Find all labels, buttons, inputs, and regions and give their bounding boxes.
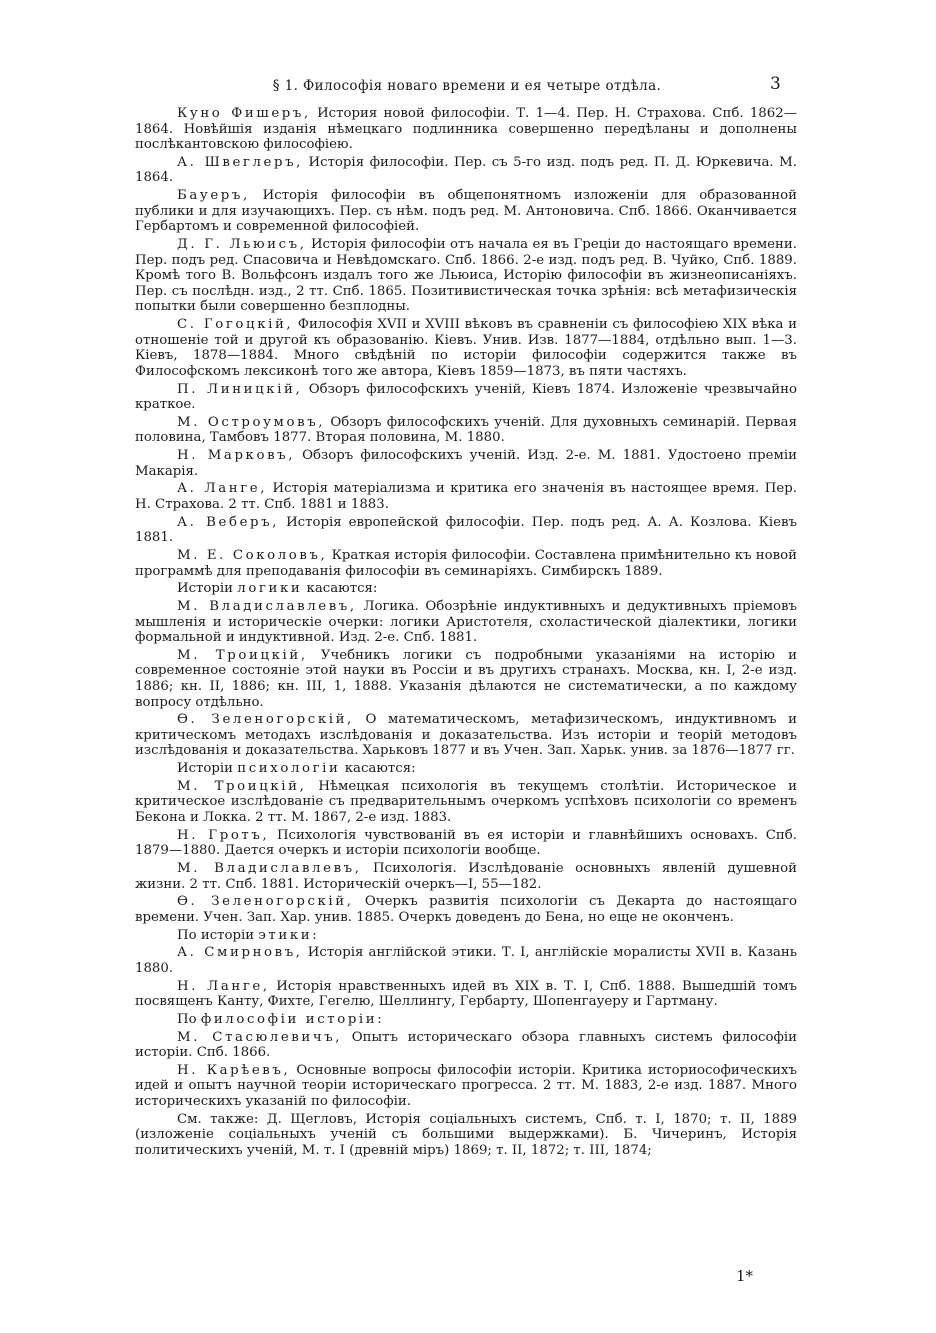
author-name: А. Ланге, xyxy=(177,481,268,497)
entry-text: Краткая исторія философіи. Составлена примѣнительно къ новой программѣ для преподаванія философіи въ семинаріяхъ. Симбирскъ 1889. xyxy=(135,547,798,579)
author-name: Ѳ. Зеленогорскій, xyxy=(177,894,354,910)
author-name: М. Е. Соколовъ, xyxy=(177,547,328,563)
entry-text: Исторія англійской этики. Т. I, англійскіе моралисты XVII в. Казань 1880. xyxy=(135,945,797,976)
section-heading xyxy=(135,928,797,944)
entry-text: Исторія европейской философіи. Пер. подъ ред. А. А. Козлова. Кіевъ 1881. xyxy=(135,514,797,546)
author-name: А. Швеглеръ, xyxy=(177,154,304,170)
section-heading xyxy=(135,761,797,777)
author-name: М. Троицкій, xyxy=(177,778,307,794)
entry-text: касаются: xyxy=(302,581,378,597)
bibliography-entry xyxy=(135,188,797,235)
author-name: Куно Фишеръ, xyxy=(177,106,311,121)
section-topic: философіи исторіи xyxy=(200,1011,378,1027)
author-name: Н. Гротъ, xyxy=(177,827,270,843)
bibliography-entry xyxy=(135,861,797,892)
bibliography-entry xyxy=(135,779,797,826)
entry-text: : xyxy=(377,1011,382,1027)
bibliography-entry xyxy=(135,1112,797,1159)
section-heading xyxy=(135,581,797,597)
entry-text: Учебникъ логики съ подробными указаніями на исторію и современное состояніе этой науки въ Россіи и въ другихъ странахъ. Москва, кн. I, 2-е изд. 1886; кн. II, 1886; кн. III, 1, 1888. Указанія дѣлаются не систематически, а по каждому вопросу отдѣльно. xyxy=(135,647,797,710)
author-name: М. Троицкій, xyxy=(177,647,308,663)
author-name: А. Веберъ, xyxy=(177,514,280,530)
entry-text: О математическомъ, метафизическомъ, индуктивномъ и критическомъ методахъ изслѣдованія и доказательства. Изъ исторіи и теорій методовъ изслѣдованія и доказательства. Харьковъ 1877 и въ Учен. Зап. Харьк. унив. за 1876—1877 гг. xyxy=(135,712,797,759)
entry-text: Философія XVII и XVIII вѣковъ въ сравненіи съ философіею XIX вѣка и отношеніе той и другой къ образованію. Кіевъ. Унив. Изв. 1877—1884, отдѣльно вып. 1—3. Кіевъ, 1878—1884. Много свѣдѣній по исторіи философіи содержится также въ Философскомъ лексиконѣ того же автора, Кіевъ 1859—1873, въ пяти частяхъ. xyxy=(135,317,798,379)
bibliography-entry xyxy=(135,648,797,710)
author-name: А. Смирновъ, xyxy=(177,945,303,961)
bibliography-entry xyxy=(135,237,797,315)
bibliography-entry xyxy=(135,712,797,759)
bibliography-entry xyxy=(135,448,797,479)
section-heading xyxy=(135,1012,797,1028)
bibliography-entry xyxy=(135,979,797,1010)
entry-text: Психологія чувствованій въ ея исторіи и главнѣйшихъ основахъ. Спб. 1879—1880. Дается очеркъ и исторіи психологіи вообще. xyxy=(135,827,797,859)
entry-prefix: По исторіи xyxy=(177,927,259,943)
bibliography-entry xyxy=(135,515,797,546)
author-name: М. Владиславлевъ, xyxy=(177,598,357,614)
author-name: Бауеръ, xyxy=(177,188,250,204)
author-name: Ѳ. Зеленогорскій, xyxy=(177,712,354,728)
bibliography-entry xyxy=(135,1063,797,1110)
entry-text: касаются: xyxy=(340,761,416,777)
bibliography-entry xyxy=(135,317,797,379)
bibliography-entry xyxy=(135,599,797,646)
author-name: М. Остроумовъ, xyxy=(177,414,326,430)
entry-text: Исторія нравственныхъ идей въ XIX в. Т. I, Спб. 1888. Вышедшій томъ посвященъ Канту, Фихте, Гегелю, Шеллингу, Гербарту, Шопенгауеру и Гартману. xyxy=(135,978,797,1010)
bibliography-entry xyxy=(135,106,797,153)
page-number: 3 xyxy=(770,74,781,94)
entry-prefix: Исторіи xyxy=(177,581,238,597)
entry-text: Обзоръ философскихъ ученій. Изд. 2-е. М. 1881. Удостоено преміи Макарія. xyxy=(135,448,797,479)
author-name: П. Линицкій, xyxy=(177,381,303,397)
entry-text: Основные вопросы философіи исторіи. Критика историософическихъ идей и опытъ научной теоріи историческаго прогресса. 2 тт. М. 1883, 2-е изд. 1887. Много историческихъ указаній по философіи. xyxy=(135,1062,797,1109)
author-name: С. Гогоцкій, xyxy=(177,317,294,333)
bibliography-entry xyxy=(135,382,797,413)
entry-text: Психологія. Изслѣдованіе основныхъ явленій душевной жизни. 2 тт. Спб. 1881. Историческій очеркъ—I, 55—182. xyxy=(135,861,797,892)
author-name: М. Стасюлевичъ, xyxy=(177,1029,343,1045)
entry-text: Исторія матеріализма и критика его значенія въ настоящее время. Пер. Н. Страхова. 2 тт. Спб. 1881 и 1883. xyxy=(135,481,797,512)
section-topic: психологіи xyxy=(237,761,341,777)
entry-text: Логика. Обозрѣніе индуктивныхъ и дедуктивныхъ пріемовъ мышленія и историческіе очерки: логики Аристотеля, схоластической діалектики, логики формальной и индуктивной. Изд. 2-е. Спб. 1881. xyxy=(135,598,798,646)
author-name: Н. Марковъ, xyxy=(177,448,296,464)
entry-text: История новой философіи. Т. 1—4. Пер. Н. Страхова. Спб. 1862—1864. Новѣйшія изданія нѣмецкаго подлинника совершенно передѣланы и дополнены послѣкантовскою философіею. xyxy=(135,106,797,153)
entry-prefix: Исторіи xyxy=(177,761,238,777)
entry-text: Обзоръ философскихъ ученій. Для духовныхъ семинарій. Первая половина, Тамбовъ 1877. Вторая половина, М. 1880. xyxy=(135,414,797,446)
entry-text: Д. Щегловъ, Исторія соціальныхъ системъ, Спб. т. I, 1870; т. II, 1889 (изложеніе соціальныхъ ученій съ большими выдержками). Б. Чичеринъ, Исторія политическихъ ученій, М. т. I (древній міръ) 1869; т. II, 1872; т. III, 1874; xyxy=(135,1111,798,1158)
entry-text: Исторія философіи въ общепонятномъ изложеніи для образованной публики и для изучающихъ. Пер. съ нѣм. подъ ред. М. Антоновича. Спб. 1866. Оканчивается Гербартомъ и современной философіей. xyxy=(135,188,797,235)
entry-prefix: См. также: xyxy=(177,1111,267,1127)
entry-prefix: По xyxy=(177,1011,201,1027)
bibliography-entry xyxy=(135,481,797,512)
bibliography-entry xyxy=(135,155,797,186)
bibliography-entry xyxy=(135,548,797,579)
author-name: Н. Карѣевъ, xyxy=(177,1062,291,1078)
author-name: М. Владиславлевъ, xyxy=(177,861,362,876)
bibliography-body xyxy=(135,106,797,1161)
bibliography-entry xyxy=(135,1030,797,1061)
entry-text: : xyxy=(312,927,317,943)
bibliography-entry xyxy=(135,415,797,446)
author-name: Н. Ланге, xyxy=(177,978,270,994)
section-topic: этики xyxy=(258,927,313,943)
running-title: § 1. Философія новаго времени и ея четыре отдѣла. xyxy=(272,78,662,94)
entry-text: Опытъ историческаго обзора главныхъ системъ философіи исторіи. Спб. 1866. xyxy=(135,1029,797,1061)
entry-text: Исторія философіи отъ начала ея въ Греціи до настоящаго времени. Пер. подъ ред. Спасовича и Невѣдомскаго. Спб. 1866. 2-е изд. подъ ред. В. Чуйко, Спб. 1889. Кромѣ того В. Вольфсонъ издалъ того же Льюиса, Исторію философіи въ жизнеописаніяхъ. Пер. съ послѣдн. изд., 2 тт. Спб. 1865. Позитивистическая точка зрѣнія: всѣ метафизическія попытки были совершенно безплодны. xyxy=(135,237,797,315)
signature-mark: 1* xyxy=(736,1267,754,1285)
entry-text: Обзоръ философскихъ ученій, Кіевъ 1874. Изложеніе чрезвычайно краткое. xyxy=(135,381,797,413)
bibliography-entry xyxy=(135,828,797,859)
bibliography-entry xyxy=(135,894,797,925)
author-name: Д. Г. Льюисъ, xyxy=(177,237,307,253)
entry-text: Исторія философіи. Пер. съ 5-го изд. подъ ред. П. Д. Юркевича. М. 1864. xyxy=(135,154,797,186)
entry-text: Нѣмецкая психологія въ текущемъ столѣтіи. Историческое и критическое изслѣдованіе съ предварительнымъ очеркомъ успѣховъ психологіи со временъ Бекона и Локка. 2 тт. М. 1867, 2-е изд. 1883. xyxy=(135,778,797,826)
entry-text: Очеркъ развитія психологіи съ Декарта до настоящаго времени. Учен. Зап. Хар. унив. 1885. Очеркъ доведенъ до Бена, но еще не оконченъ. xyxy=(135,894,797,925)
section-topic: логики xyxy=(237,581,303,597)
bibliography-entry xyxy=(135,945,797,976)
